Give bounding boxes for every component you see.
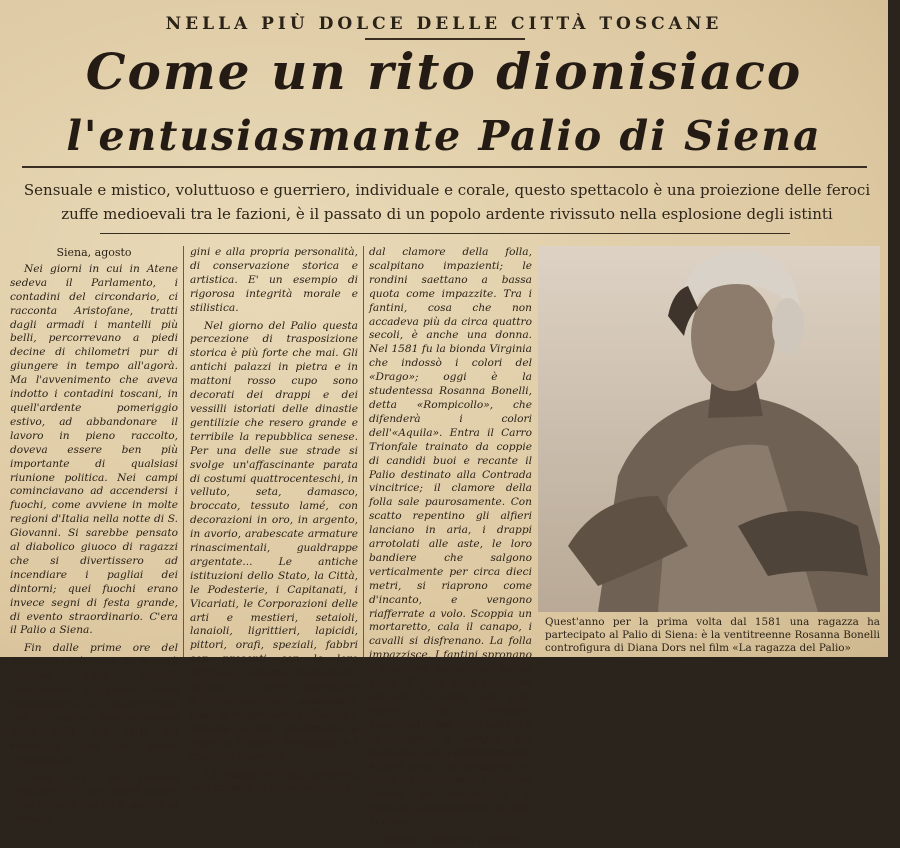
dateline: Siena, agosto: [56, 246, 132, 259]
paragraph: Nel giorno del Palio questa percezione di trasposizione storica è più forte che mai. Gli antichi palazzi in pietra e in mattoni rosso cupo sono decorati dei drappi e dei vessilli istoriati delle dinastie gentilizie che resero grande e terribile la repubblica senese. Per una delle sue strade si svolge un'affascinante parata di costumi quattrocenteschi, in velluto, seta, damasco, broccato, tessuto lamé, con decorazioni in oro, in argento, in avorio, arabescate armature rinascimentali, gualdrappe argentate... Le antiche istituzioni dello Stato, la Città, le Podesterie, i Capitanati, i Vicariati, le Corporazioni delle arti e mestieri, setaioli, lanaioli, ligrittieri, lapicidi, pittori, orafi, speziali, fabbri son presenti con le loro raffinate insegne multicolori. Sforzo di colori, splendore d'immaginazione, sontuosità, fasto e magnificenza. Duccio e Simone tendono idealmente la mano a Tiziano, Velasquez e i coloristi orientali.: [190, 319, 358, 763]
main-headline-line1: Come un rito dionisiaco: [85, 42, 803, 101]
kicker-rule: [365, 38, 525, 40]
kicker-headline: NELLA PIÙ DOLCE DELLE CITTÀ TOSCANE: [165, 14, 723, 34]
subhead-rule: [100, 233, 790, 234]
photo-caption: Quest'anno per la prima volta dal 1581 una ragazza ha partecipato al Palio di Siena: è la ventitreenne Rosanna Bonelli controfigura di Diana Dors nel film «La ragazza del Palio»: [545, 616, 880, 654]
jockey-photo: [538, 246, 880, 612]
paragraph: gini e alla propria personalità, di conservazione storica e artistica. E' un esempio di rigorosa integrità morale e stilistica.: [190, 246, 358, 314]
scan-edge: [888, 0, 900, 657]
paragraph: La piazza del Palio presenta una cornice di fiammeggiante: [190, 768, 358, 795]
paragraph: Nei giorni in cui in Atene sedeva il Parlamento, i contadini del circondario, ci racconta Aristofane, tratti dagli armadi i mantelli più belli, percorrevano a piedi decine di chilometri pur di giungere in tempo all'agorà. Ma l'avvenimento che aveva indotto i contadini toscani, in quell'ardente pomeriggio estivo, ad abbandonare il lavoro in pieno raccolto, doveva essere ben più importante di qualsiasi riunione politica. Nei campi cominciavano ad accendersi i fuochi, come avviene in molte regioni d'Italia nella notte di S. Giovanni. Si sarebbe pensato al diabolico giuoco di ragazzi che si divertissero ad incendiare i pagliai dei dintorni; quei fuochi erano invece segni di festa grande, di evento straordinario. C'era il Palio a Siena.: [10, 262, 178, 637]
column-divider: [183, 246, 184, 657]
subheadline: Sensuale e mistico, voluttuoso e guerriero, individuale e corale, questo spettacolo è una proiezione delle feroci zuffe medioevali tra le fazioni, è il passato di un popolo ardente rivissuto nella esplosione degli istinti: [23, 181, 871, 223]
paragraph: dal clamore della folla, scalpitano impazienti; le rondini saettano a bassa quota come impazzite. Tra i fantini, cosa che non accadeva più da circa quattro secoli, è anche una donna. Nel 1581 fu la bionda Virginia che indossò i colori del «Drago»; oggi è la studentessa Rosanna Bonelli, detta «Rompicollo», che difenderà i colori dell'«Aquila». Entra il Carro Trionfale trainato da coppie di candidi buoi e recante il Palio destinato alla Contrada vincitrice; il clamore della folla sale paurosamente. Con scatto repentino gli alfieri lanciano in aria, i drappi arrotolati alle aste, le loro bandiere che salgono verticalmente per circa dieci metri, si riaprono come d'incanto, e vengono riafferrate a volo. Scoppia un mortaretto, cala il canapo, i cavalli si disfrenano. La folla impazzisce. I fantini spronano i destrieri colpendoli senza pietà. E' una lotta all'ultimo sangue. Si tenta con ogni mezzo di stringere l'avversario per farlo cadere o di colpirlo a sangue per metterlo fuori combattimento. Alcuni cavalli stramazzano al suolo proiettando i fantini contro gli steccati e si rialzano proseguendo da soli la corsa.: [369, 246, 532, 829]
headline-rule: [22, 166, 867, 168]
column-divider: [363, 246, 364, 657]
paragraph: Anche la ragazza è caduta.: [383, 834, 528, 847]
paragraph: Siena ha un fascino singolare. E' una delle poche città d'Italia che ha il potere di retroda-: [10, 771, 178, 826]
article-column-1: [10, 246, 178, 826]
main-headline-line2: l'entusiasmante Palio di Siena: [66, 112, 822, 160]
article-column-2: [190, 246, 358, 795]
article-column-3: [369, 246, 532, 847]
jockey-figure-image: [538, 246, 880, 612]
paragraph: Fin dalle prime ore del mattino la più dolce fra le città toscane s'era andata riempiendo di gente. Dopo mezzogiorno le autocorriere che le piazze straboccavano della folla più varia ed eteroclita che si possa immaginare.: [10, 642, 178, 766]
